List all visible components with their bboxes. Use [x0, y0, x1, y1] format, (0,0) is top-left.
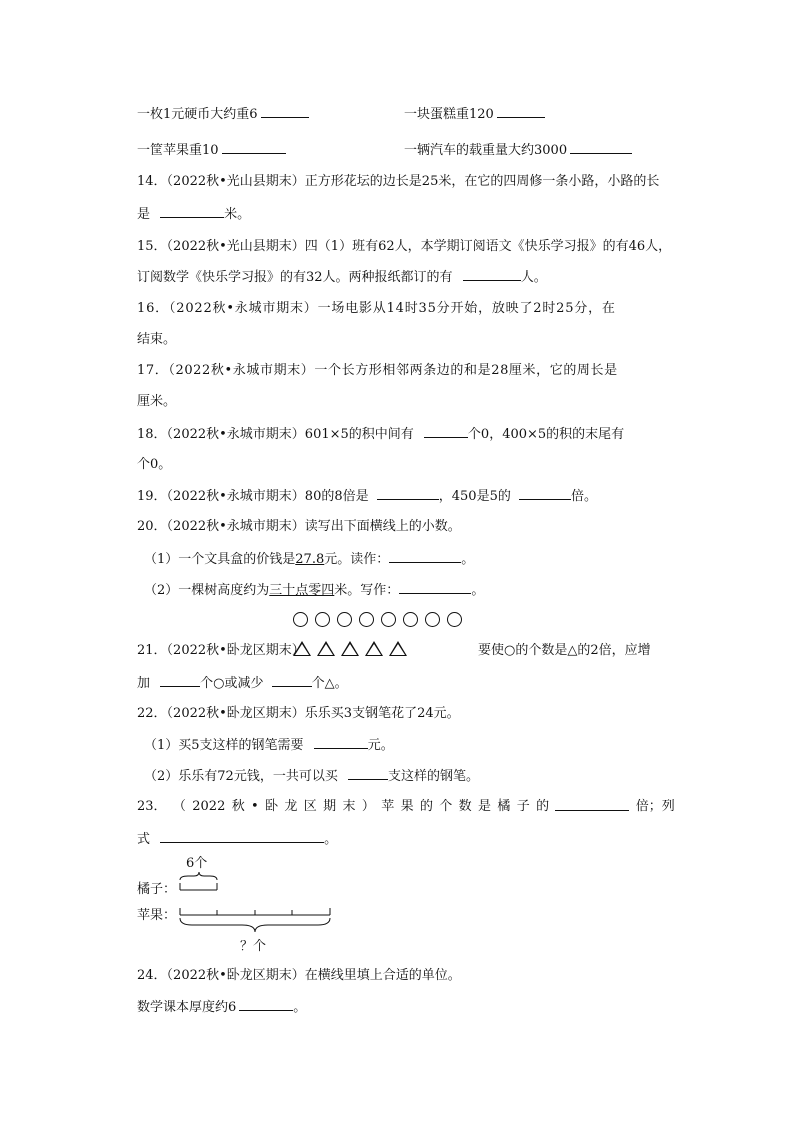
answer-blank[interactable] — [314, 736, 368, 749]
q18-line2: 个0。 — [137, 457, 172, 472]
segment-diagram — [170, 868, 340, 940]
q14-line1: 14．（2022秋•光山县期末）正方形花坛的边长是25米，在它的四周修一条小路，小路的长 — [137, 174, 660, 189]
q16-line2: 结束。 — [137, 332, 177, 347]
q15-line2: 订阅数学《快乐学习报》的有32人。两种报纸都订的有 人。 — [137, 270, 547, 285]
top-brace — [180, 872, 217, 880]
q14-line2: 是 米。 — [137, 207, 251, 222]
circle-shape — [359, 612, 374, 627]
diagram-row-orange: 橘子： — [137, 882, 177, 897]
answer-blank[interactable] — [555, 798, 629, 811]
q22-sub2: （2）乐乐有72元钱，一共可以买 支这样的钢笔。 — [144, 769, 479, 784]
circle-shape — [337, 612, 352, 627]
triangle-shape — [365, 641, 383, 656]
triangle-shape — [293, 641, 311, 656]
answer-blank[interactable] — [389, 550, 461, 563]
answer-blank[interactable] — [519, 487, 571, 500]
q23-line2: 式 。 — [137, 832, 338, 847]
q13-item-truck: 一辆汽车的载重量大约3000 — [404, 141, 632, 160]
answer-blank[interactable] — [463, 268, 521, 281]
q13-item-cake: 一块蛋糕重120 — [404, 105, 545, 124]
circle-shape — [425, 612, 440, 627]
answer-blank[interactable] — [160, 830, 324, 843]
q17-line2: 厘米。 — [137, 394, 177, 409]
q22-line1: 22．（2022秋•卧龙区期末）乐乐买3支钢笔花了24元。 — [137, 706, 460, 721]
q21-label: 21．（2022秋•卧龙区期末） — [137, 643, 305, 658]
diagram-top-label: 6个 — [186, 856, 208, 871]
q21-prompt: 要使○的个数是△的2倍，应增 — [478, 643, 651, 658]
answer-blank[interactable] — [272, 674, 312, 687]
answer-blank[interactable] — [261, 105, 309, 118]
circle-shape — [447, 612, 462, 627]
q20-sub1: （1）一个文具盒的价钱是27.8元。读作： 。 — [144, 552, 475, 567]
answer-blank[interactable] — [497, 105, 545, 118]
answer-blank[interactable] — [160, 674, 200, 687]
answer-blank[interactable] — [222, 141, 286, 154]
answer-blank[interactable] — [348, 767, 388, 780]
q18-line1: 18．（2022秋•永城市期末）601×5的积中间有 个0，400×5的积的末尾有 — [137, 427, 625, 442]
q15-line1: 15．（2022秋•光山县期末）四（1）班有62人，本学期订阅语文《快乐学习报》的有46人， — [137, 239, 672, 254]
answer-blank[interactable] — [570, 141, 632, 154]
q24-line1: 24．（2022秋•卧龙区期末）在横线里填上合适的单位。 — [137, 968, 461, 983]
q13-item-apple: 一筐苹果重10 — [137, 141, 286, 160]
triangle-shape — [317, 641, 335, 656]
answer-blank[interactable] — [160, 205, 224, 218]
q16-line1: 16．（2022秋•永城市期末）一场电影从14时35分开始，放映了2时25分，在 — [137, 301, 616, 316]
q22-sub1: （1）买5支这样的钢笔需要 元。 — [144, 738, 394, 753]
circle-shape — [403, 612, 418, 627]
q13-item-coin: 一枚1元硬币大约重6 — [137, 105, 309, 124]
q20-sub2: （2）一棵树高度约为三十点零四米。写作： 。 — [144, 583, 485, 598]
q21-line2: 加 个○或减少 个△。 — [137, 676, 348, 691]
answer-blank[interactable] — [239, 998, 293, 1011]
triangle-shape — [341, 641, 359, 656]
answer-blank[interactable] — [424, 425, 468, 438]
circle-shape — [315, 612, 330, 627]
diagram-row-apple: 苹果： — [137, 908, 177, 923]
circle-shape — [293, 612, 308, 627]
answer-blank[interactable] — [377, 487, 439, 500]
q19-line1: 19．（2022秋•永城市期末）80的8倍是 ，450是5的 倍。 — [137, 489, 597, 504]
answer-blank[interactable] — [399, 581, 471, 594]
q20-line1: 20．（2022秋•永城市期末）读写出下面横线上的小数。 — [137, 519, 461, 534]
circle-shape — [381, 612, 396, 627]
diagram-bottom-label: ？个 — [240, 939, 267, 954]
bottom-brace — [180, 918, 330, 932]
q17-line1: 17．（2022秋•永城市期末）一个长方形相邻两条边的和是28厘米，它的周长是 — [137, 363, 618, 378]
triangle-shape — [389, 641, 407, 656]
circle-row — [293, 612, 469, 631]
q24-line2: 数学课本厚度约6 。 — [137, 1000, 307, 1015]
triangle-row — [293, 641, 413, 660]
q23-line1: 23． （ 2022 秋 • 卧 龙 区 期 末 ） 苹 果 的 个 数 是 橘 子 的 倍；列 — [137, 799, 675, 814]
